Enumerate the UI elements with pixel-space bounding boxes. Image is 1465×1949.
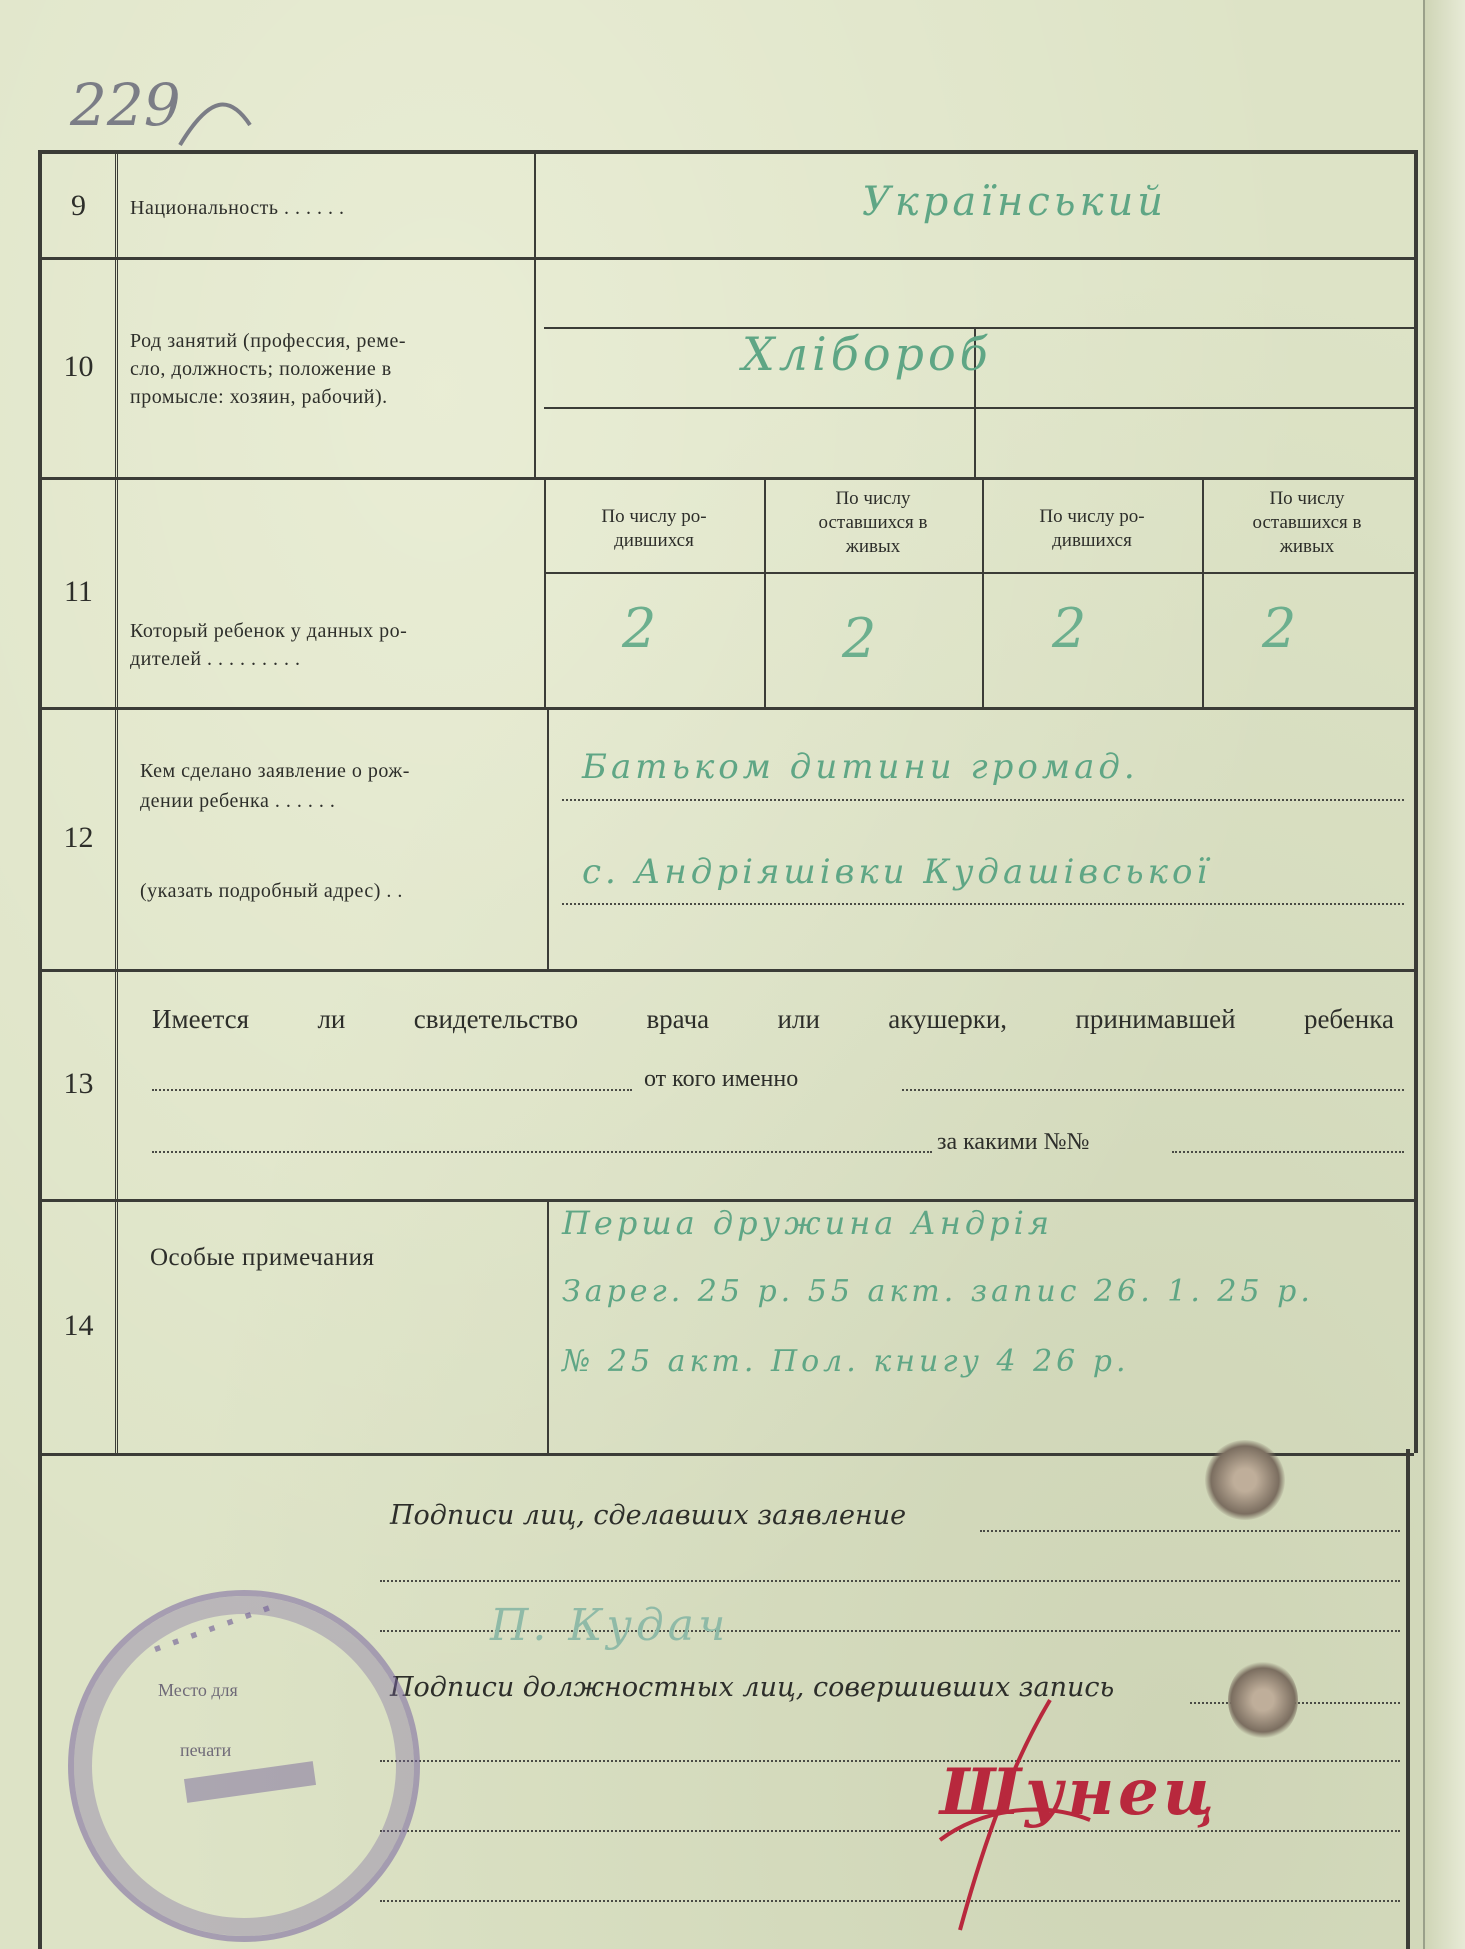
child-order-label-2: дителей . . . . . . . . .	[130, 648, 301, 670]
row-number: 14	[42, 1199, 118, 1453]
birth-record-form	[38, 150, 1418, 1453]
declarant-value-line2: с. Андріяшівки Кудашівської	[582, 852, 1212, 892]
stamp-place-label-1: Место для	[158, 1680, 238, 1700]
row-9	[42, 154, 1414, 260]
nationality-value: Український	[862, 179, 1167, 225]
pencil-number-text: 229	[70, 71, 181, 139]
official-signature: Шунец	[940, 1755, 1219, 1830]
address-label: (указать подробный адрес) . .	[140, 880, 403, 902]
official-stamp	[68, 1590, 420, 1942]
row-number: 9	[42, 154, 118, 257]
official-signature-flourish	[900, 1690, 1100, 1940]
occupation-label-2: сло, должность; положение в	[130, 358, 392, 380]
row-number: 12	[42, 707, 118, 969]
value-alive-2: 2	[1262, 597, 1301, 660]
stamp-seal-ring: ▪ ▪ ▪ ▪ ▪ ▪ ▪	[149, 1594, 277, 1661]
occupation-label-1: Род занятий (профессия, реме-	[130, 330, 406, 352]
value-alive-1: 2	[842, 607, 881, 670]
header-alive-1: По числу оставшихся в живых	[818, 488, 928, 557]
header-born-2: По числу ро- дившихся	[1039, 506, 1145, 551]
page-edge	[1423, 0, 1465, 1949]
remarks-label: Особые примечания	[150, 1244, 375, 1271]
paper-hole	[1205, 1440, 1285, 1520]
row-number: 11	[42, 477, 118, 707]
value-born-2: 2	[1052, 597, 1091, 660]
stamp-place-label-2: печати	[180, 1740, 232, 1760]
declarant-label-1: Кем сделано заявление о рож-	[140, 760, 410, 782]
from-whom-label: от кого именно	[644, 1066, 799, 1092]
pencil-page-number	[60, 55, 260, 165]
certificate-question: Имеется ли свидетельство врача или акушерки, принимавшей ребенка	[152, 1004, 1394, 1034]
remarks-line2: Зарег. 25 р. 55 акт. запис 26. 1. 25 р.	[562, 1274, 1314, 1309]
row-11	[42, 477, 1414, 710]
applicants-signature-label: Подписи лиц, сделавших заявление	[390, 1500, 907, 1531]
occupation-label-3: промысле: хозяин, рабочий).	[130, 386, 388, 408]
row-12	[42, 707, 1414, 972]
nationality-label: Национальность . . . . . .	[130, 197, 345, 219]
occupation-value: Хлібороб	[742, 327, 992, 381]
row-number: 10	[42, 257, 118, 477]
header-alive-2: По числу оставшихся в живых	[1252, 488, 1362, 557]
row-14	[42, 1199, 1414, 1456]
value-born-1: 2	[622, 597, 661, 660]
row-10	[42, 257, 1414, 480]
header-born-1: По числу ро- дившихся	[601, 506, 707, 551]
child-order-label-1: Который ребенок у данных ро-	[130, 620, 408, 642]
which-numbers-label: за какими №№	[937, 1129, 1090, 1155]
paper-hole	[1228, 1660, 1298, 1740]
remarks-line3: № 25 акт. Пол. книгу 4 26 р.	[562, 1344, 1130, 1379]
applicant-signature: П. Кудач	[490, 1600, 730, 1651]
remarks-line1: Перша дружина Андрія	[562, 1204, 1054, 1242]
row-13	[42, 969, 1414, 1202]
row-number: 13	[42, 969, 118, 1199]
officials-signature-label: Подписи должностных лиц, совершивших запись	[390, 1672, 1115, 1703]
declarant-value-line1: Батьком дитини громад.	[582, 747, 1139, 787]
declarant-label-2: дении ребенка . . . . . .	[140, 790, 336, 812]
